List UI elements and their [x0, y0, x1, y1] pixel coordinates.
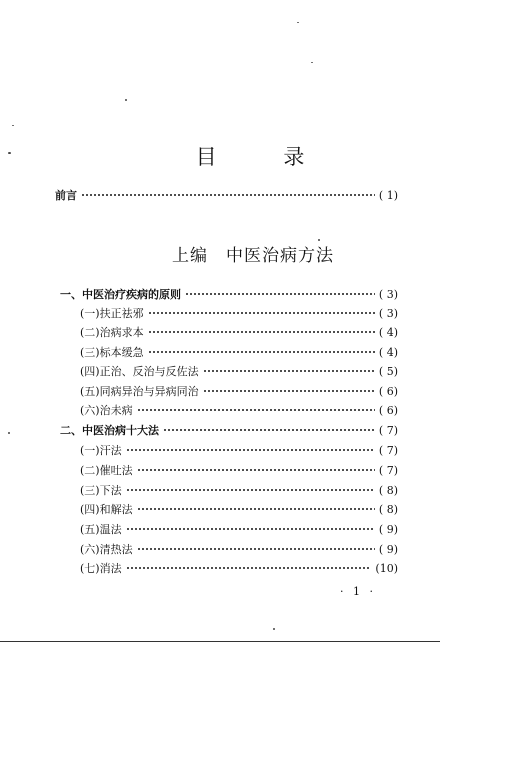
toc-entry-label: (四)和解法 — [80, 503, 133, 516]
toc-entry-page: ( 7) — [378, 443, 398, 457]
toc-item[interactable] — [80, 304, 398, 322]
leader-dots — [203, 370, 375, 372]
page-number: · 1 · — [340, 585, 376, 598]
toc-title: 目 录 — [195, 145, 335, 169]
scan-speck — [318, 239, 320, 241]
toc-entry-label: (二)催吐法 — [80, 464, 133, 477]
scan-speck — [297, 22, 299, 23]
scan-speck — [8, 152, 11, 154]
toc-chapter-2[interactable] — [60, 421, 398, 439]
toc-item[interactable] — [80, 559, 398, 577]
scan-speck — [273, 628, 275, 630]
leader-dots — [81, 194, 375, 196]
leader-dots — [137, 409, 375, 411]
toc-entry-preface[interactable] — [55, 186, 398, 204]
toc-chapter-1[interactable] — [60, 285, 398, 303]
toc-item[interactable] — [80, 461, 398, 479]
toc-entry-label: (一)汗法 — [80, 444, 122, 457]
toc-entry-label: (三)标本缓急 — [80, 346, 144, 359]
toc-entry-page: ( 3) — [378, 306, 398, 320]
toc-item[interactable] — [80, 520, 398, 538]
toc-item[interactable] — [80, 500, 398, 518]
toc-item[interactable] — [80, 401, 398, 419]
toc-entry-page: ( 7) — [378, 463, 398, 477]
leader-dots — [203, 390, 375, 392]
toc-entry-page: ( 9) — [378, 542, 398, 556]
toc-entry-label: (五)温法 — [80, 523, 122, 536]
scan-speck — [125, 99, 127, 101]
toc-entry-page: ( 4) — [378, 345, 398, 359]
toc-item[interactable] — [80, 481, 398, 499]
leader-dots — [148, 312, 375, 314]
toc-entry-page: ( 3) — [378, 287, 398, 301]
leader-dots — [148, 331, 375, 333]
toc-entry-label: 二、中医治病十大法 — [60, 424, 159, 437]
leader-dots — [137, 508, 375, 510]
leader-dots — [137, 469, 375, 471]
toc-entry-label: 一、中医治疗疾病的原则 — [60, 288, 181, 301]
leader-dots — [148, 351, 375, 353]
toc-entry-page: ( 5) — [378, 364, 398, 378]
leader-dots — [126, 449, 375, 451]
toc-item[interactable] — [80, 441, 398, 459]
toc-entry-page: ( 7) — [378, 423, 398, 437]
toc-entry-label: 前言 — [55, 189, 77, 202]
toc-entry-page: ( 6) — [378, 403, 398, 417]
toc-entry-label: (四)正治、反治与反佐法 — [80, 365, 199, 378]
toc-entry-label: (一)扶正祛邪 — [80, 307, 144, 320]
toc-entry-page: ( 9) — [378, 522, 398, 536]
toc-entry-page: ( 8) — [378, 502, 398, 516]
leader-dots — [163, 429, 375, 431]
toc-entry-page: ( 8) — [378, 483, 398, 497]
section-heading: 上编 中医治病方法 — [172, 246, 334, 266]
scan-edge-line — [0, 641, 440, 642]
toc-entry-page: (10) — [375, 561, 398, 575]
scan-speck — [12, 125, 14, 126]
scan-speck — [8, 432, 10, 434]
toc-entry-label: (七)消法 — [80, 562, 122, 575]
leader-dots — [185, 293, 375, 295]
toc-entry-label: (五)同病异治与异病同治 — [80, 385, 199, 398]
toc-entry-label: (六)治未病 — [80, 404, 133, 417]
toc-item[interactable] — [80, 323, 398, 341]
scan-speck — [311, 62, 313, 63]
leader-dots — [126, 489, 375, 491]
toc-entry-page: ( 4) — [378, 325, 398, 339]
leader-dots — [126, 528, 375, 530]
toc-item[interactable] — [80, 540, 398, 558]
toc-entry-label: (六)清热法 — [80, 543, 133, 556]
toc-item[interactable] — [80, 382, 398, 400]
toc-entry-page: ( 1) — [378, 188, 398, 202]
leader-dots — [126, 567, 372, 569]
toc-item[interactable] — [80, 343, 398, 361]
toc-entry-label: (三)下法 — [80, 484, 122, 497]
toc-entry-label: (二)治病求本 — [80, 326, 144, 339]
toc-entry-page: ( 6) — [378, 384, 398, 398]
leader-dots — [137, 548, 375, 550]
toc-item[interactable] — [80, 362, 398, 380]
